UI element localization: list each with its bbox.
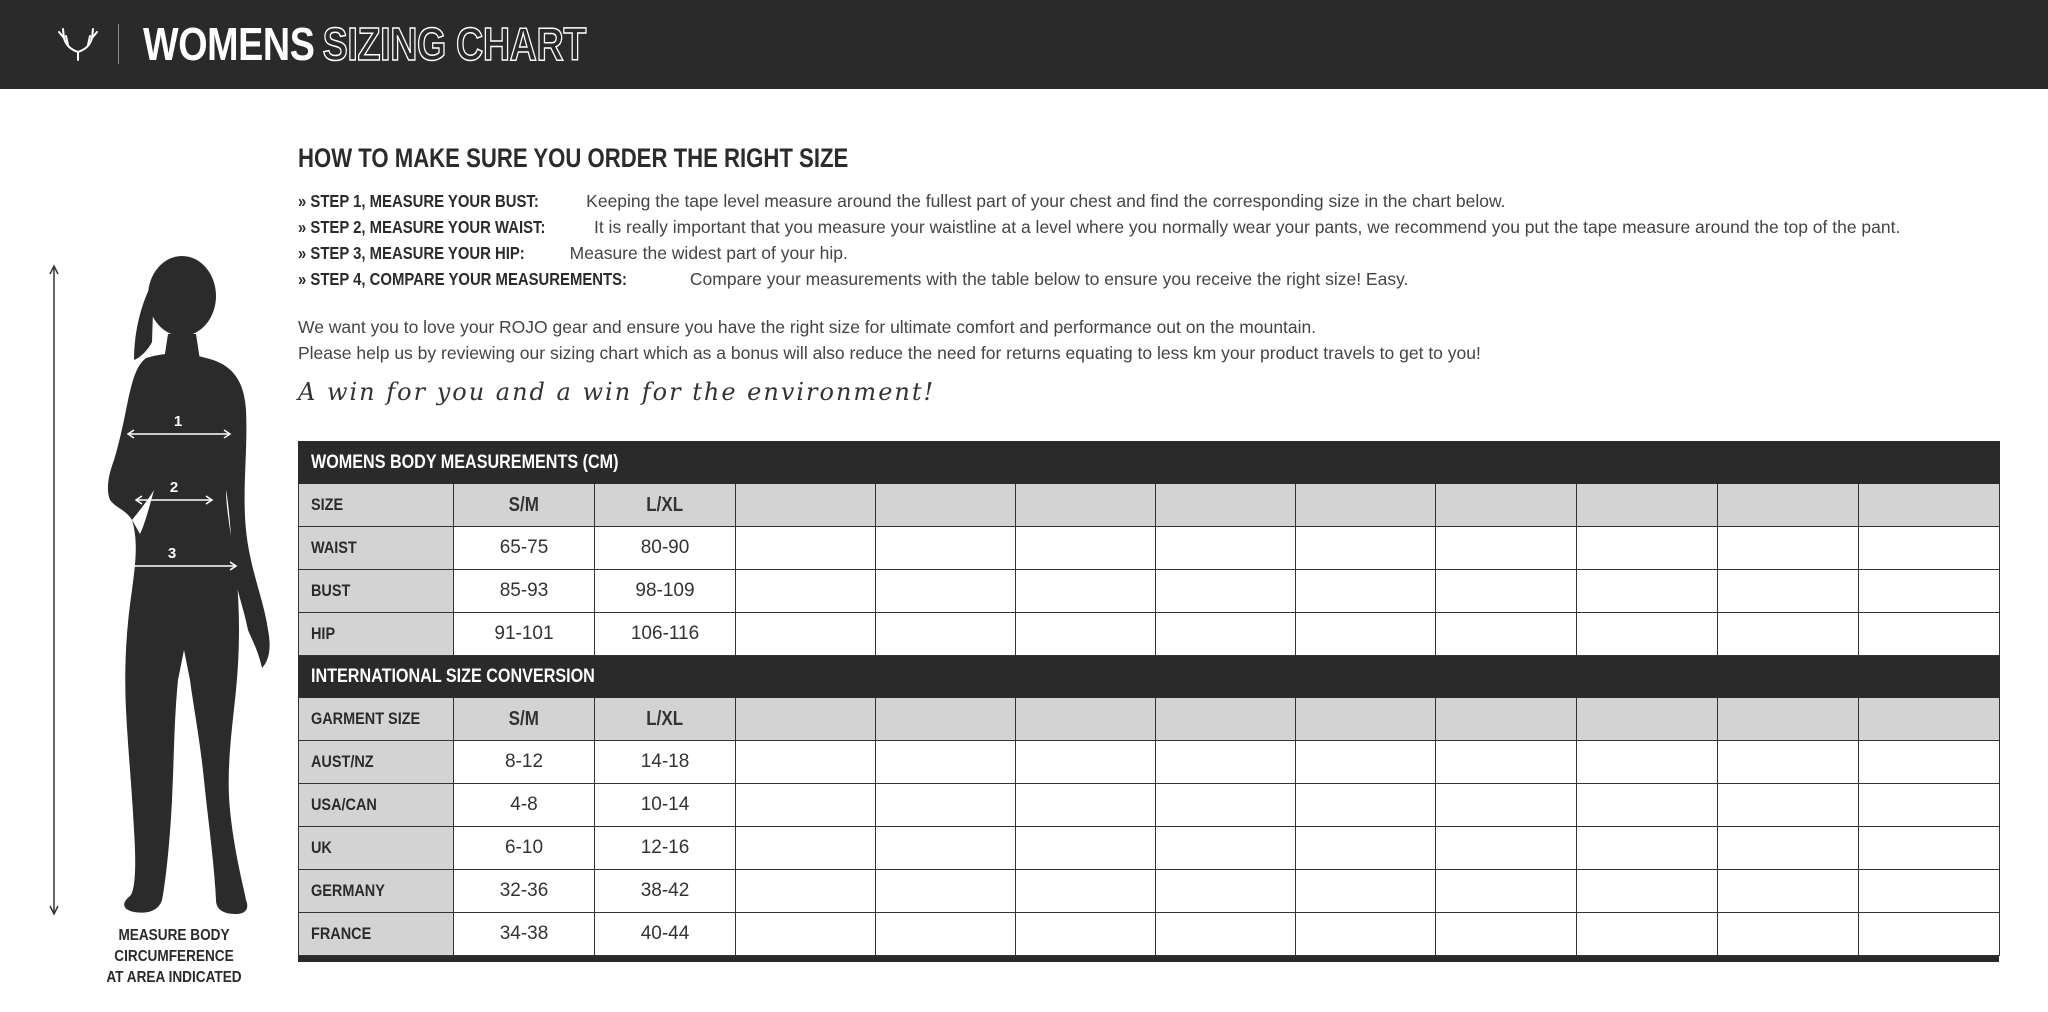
table-row [299, 741, 2000, 784]
value-cell [736, 613, 876, 656]
marker-3: 3 [167, 545, 177, 562]
caption-line-2: AT AREA INDICATED [106, 969, 242, 986]
value-cell [1016, 784, 1156, 827]
value-cell [1859, 741, 2000, 784]
size-header-cell [1577, 698, 1718, 741]
marker-1: 1 [173, 413, 183, 430]
steps-list [298, 188, 2018, 292]
table-row [299, 527, 2000, 570]
value-cell [1156, 784, 1296, 827]
value-cell [736, 570, 876, 613]
value-cell: 12-16 [595, 827, 736, 870]
section-title: INTERNATIONAL SIZE CONVERSION [311, 665, 595, 687]
value-cell [1859, 613, 2000, 656]
value-cell [1296, 913, 1436, 956]
table-row [299, 870, 2000, 913]
size-header-cell [1718, 484, 1859, 527]
value-cell [736, 527, 876, 570]
value-cell [1296, 741, 1436, 784]
value-cell [1296, 870, 1436, 913]
row-label: WAIST [311, 538, 357, 557]
table-section-header [299, 442, 2000, 484]
row-label: UK [311, 838, 332, 857]
size-header-cell [1577, 484, 1718, 527]
step-text: Compare your measurements with the table below to ensure you receive the right size! Easy. [689, 269, 1409, 289]
value-cell [1436, 870, 1577, 913]
size-header-cell [1718, 698, 1859, 741]
value-cell [1016, 741, 1156, 784]
value-cell [1436, 827, 1577, 870]
row-label: HIP [311, 624, 336, 643]
header-label: SIZE [311, 495, 344, 514]
value-cell: 10-14 [595, 784, 736, 827]
value-cell [876, 570, 1016, 613]
value-cell [1156, 527, 1296, 570]
value-cell [1718, 570, 1859, 613]
intro [298, 314, 2018, 366]
measure-caption [64, 925, 285, 988]
table-row [299, 784, 2000, 827]
value-cell [1718, 827, 1859, 870]
tagline: A win for you and a win for the environment! [298, 378, 936, 406]
value-cell [736, 913, 876, 956]
value-cell: 4-8 [454, 784, 595, 827]
row-label: BUST [311, 581, 351, 600]
step-label: » STEP 2, MEASURE YOUR WAIST: [298, 217, 546, 237]
size-header-cell [454, 698, 595, 741]
value-cell [1436, 613, 1577, 656]
value-cell [876, 741, 1016, 784]
size-label: S/M [508, 493, 540, 516]
step-2 [298, 214, 2018, 240]
row-label: GERMANY [311, 881, 385, 900]
body-silhouette [36, 250, 286, 922]
size-header-cell [595, 698, 736, 741]
table-section-header [299, 656, 2000, 698]
value-cell [876, 870, 1016, 913]
value-cell [1016, 913, 1156, 956]
value-cell [1577, 741, 1718, 784]
marker-2: 2 [169, 479, 179, 496]
value-cell [1859, 827, 2000, 870]
header-label: GARMENT SIZE [311, 709, 421, 728]
value-cell [1436, 741, 1577, 784]
value-cell [1296, 613, 1436, 656]
size-header-cell [1436, 484, 1577, 527]
value-cell: 38-42 [595, 870, 736, 913]
value-cell [1016, 613, 1156, 656]
value-cell: 91-101 [454, 613, 595, 656]
value-cell [1296, 784, 1436, 827]
value-cell [736, 784, 876, 827]
step-label: » STEP 4, COMPARE YOUR MEASUREMENTS: [298, 269, 627, 289]
size-label: L/XL [646, 707, 684, 730]
value-cell: 40-44 [595, 913, 736, 956]
value-cell [736, 870, 876, 913]
value-cell [1577, 527, 1718, 570]
value-cell [1718, 784, 1859, 827]
value-cell [1016, 570, 1156, 613]
value-cell [1156, 827, 1296, 870]
value-cell [876, 913, 1016, 956]
step-label: » STEP 3, MEASURE YOUR HIP: [298, 243, 525, 263]
height-arrow [50, 266, 58, 914]
step-label: » STEP 1, MEASURE YOUR BUST: [298, 191, 539, 211]
row-label: USA/CAN [311, 795, 377, 814]
size-header-cell [736, 698, 876, 741]
value-cell [1156, 913, 1296, 956]
sizing-table [298, 441, 1999, 962]
intro-line-1: We want you to love your ROJO gear and ensure you have the right size for ultimate comfort and performance out on the mountain. [298, 317, 1317, 337]
size-header-cell [1859, 484, 2000, 527]
instructions-heading: HOW TO MAKE SURE YOU ORDER THE RIGHT SIZE [298, 143, 849, 173]
caption-line-1: MEASURE BODY CIRCUMFERENCE [114, 927, 234, 965]
value-cell [1436, 570, 1577, 613]
value-cell [1156, 613, 1296, 656]
value-cell [1436, 913, 1577, 956]
value-cell [1577, 913, 1718, 956]
page-title [143, 14, 586, 74]
table-header-row [299, 484, 2000, 527]
value-cell [1718, 741, 1859, 784]
value-cell [1577, 570, 1718, 613]
row-label: FRANCE [311, 924, 372, 943]
size-header-cell [736, 484, 876, 527]
title-outline: SIZING CHART [322, 18, 586, 70]
size-label: L/XL [646, 493, 684, 516]
value-cell [1718, 527, 1859, 570]
value-cell: 34-38 [454, 913, 595, 956]
step-4 [298, 266, 2018, 292]
value-cell: 14-18 [595, 741, 736, 784]
step-text: Keeping the tape level measure around the fullest part of your chest and find the corresponding size in the chart below. [581, 191, 1506, 211]
value-cell: 80-90 [595, 527, 736, 570]
size-header-cell [876, 698, 1016, 741]
size-header-cell [1156, 484, 1296, 527]
value-cell [876, 784, 1016, 827]
value-cell [1436, 784, 1577, 827]
value-cell [736, 741, 876, 784]
value-cell [1436, 527, 1577, 570]
value-cell [1156, 741, 1296, 784]
value-cell [1016, 827, 1156, 870]
antler-icon [56, 24, 100, 62]
value-cell [1718, 870, 1859, 913]
value-cell [1859, 870, 2000, 913]
instructions [298, 140, 2018, 406]
value-cell [1577, 784, 1718, 827]
logo-divider [118, 24, 119, 64]
title-bold: WOMENS [143, 18, 315, 70]
value-cell: 32-36 [454, 870, 595, 913]
value-cell: 8-12 [454, 741, 595, 784]
table-row [299, 613, 2000, 656]
table-row [299, 570, 2000, 613]
value-cell [1016, 527, 1156, 570]
size-label: S/M [508, 707, 540, 730]
value-cell [1577, 870, 1718, 913]
size-header-cell [1296, 698, 1436, 741]
value-cell [1296, 570, 1436, 613]
value-cell [1156, 870, 1296, 913]
value-cell [1718, 913, 1859, 956]
size-header-cell [454, 484, 595, 527]
size-header-cell [1016, 698, 1156, 741]
value-cell [1156, 570, 1296, 613]
value-cell [1296, 827, 1436, 870]
value-cell [1718, 613, 1859, 656]
value-cell [1859, 784, 2000, 827]
table-header-row [299, 698, 2000, 741]
size-header-cell [595, 484, 736, 527]
step-3 [298, 240, 2018, 266]
size-header-cell [1296, 484, 1436, 527]
step-text: Measure the widest part of your hip. [569, 243, 848, 263]
size-header-cell [1156, 698, 1296, 741]
row-label: AUST/NZ [311, 752, 374, 771]
section-title: WOMENS BODY MEASUREMENTS (CM) [311, 451, 619, 473]
value-cell: 106-116 [595, 613, 736, 656]
value-cell [876, 827, 1016, 870]
value-cell [736, 827, 876, 870]
value-cell [876, 527, 1016, 570]
step-text: It is really important that you measure your waistline at a level where you normally wear your pants, we recommend you put the tape measure around the top of the pant. [593, 217, 1901, 237]
size-header-cell [1859, 698, 2000, 741]
table-row [299, 913, 2000, 956]
value-cell [1859, 913, 2000, 956]
intro-line-2: Please help us by reviewing our sizing chart which as a bonus will also reduce the need for returns equating to less km your product travels to get to you! [298, 343, 1481, 363]
size-header-cell [876, 484, 1016, 527]
value-cell [876, 613, 1016, 656]
value-cell: 6-10 [454, 827, 595, 870]
header-bar [0, 0, 2048, 89]
table-bottom-rule [298, 956, 1999, 962]
value-cell [1577, 613, 1718, 656]
value-cell: 85-93 [454, 570, 595, 613]
value-cell [1859, 570, 2000, 613]
size-header-cell [1436, 698, 1577, 741]
value-cell: 98-109 [595, 570, 736, 613]
size-header-cell [1016, 484, 1156, 527]
value-cell: 65-75 [454, 527, 595, 570]
table-row [299, 827, 2000, 870]
value-cell [1016, 870, 1156, 913]
value-cell [1859, 527, 2000, 570]
step-1 [298, 188, 2018, 214]
value-cell [1577, 827, 1718, 870]
value-cell [1296, 527, 1436, 570]
